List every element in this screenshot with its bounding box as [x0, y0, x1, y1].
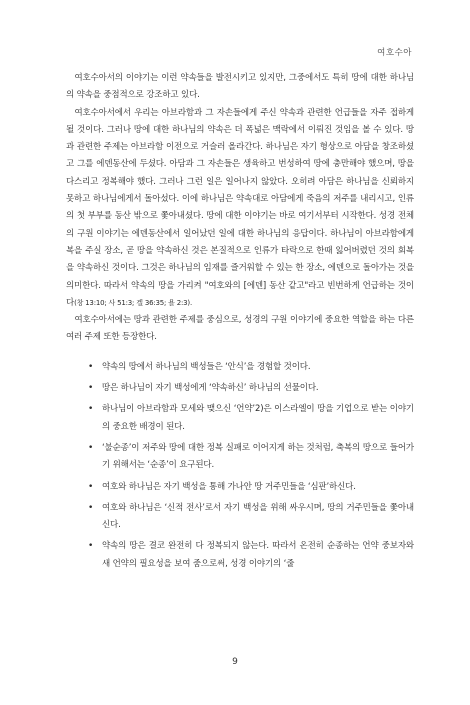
list-item: • 하나님이 아브라함과 모세와 맺으신 ‘언약’2)은 이스라엘이 땅을 기업으로 받는 이야기의 중요한 배경이 된다. — [88, 401, 414, 436]
list-item: • ‘불순종’이 저주와 땅에 대한 정복 실패로 이어지게 하는 것처럼, 축복의 땅으로 들어가기 위해서는 ‘순종’이 요구된다. — [88, 440, 414, 475]
paragraph-1: 여호수아서의 이야기는 이런 약속들을 발전시키고 있지만, 그중에서도 특히 땅에 대한 하나님의 약속을 중점적으로 강조하고 있다. — [66, 73, 414, 101]
paragraph-2 — [66, 105, 414, 313]
list-item: • 땅은 하나님이 자기 백성에게 ‘약속하신’ 하나님의 선물이다. — [88, 380, 414, 397]
scripture-references: (창 13:10; 사 51:3; 겔 36:35; 욜 2:3). — [74, 298, 192, 307]
list-item: • 약속의 땅은 결코 완전히 다 정복되지 않는다. 따라서 온전히 순종하는 언약 중보자와 새 언약의 필요성을 보여 줌으로써, 성경 이야기의 ‘줄 — [88, 538, 414, 573]
page-number: 9 — [232, 657, 238, 667]
paragraph-2-text: 여호수아서에서 우리는 아브라함과 그 자손들에게 주신 약속과 관련한 언급들을 자주 접하게 될 것이다. 그러나 땅에 대한 하나님의 약속은 더 폭넓은 맥락에서 이뤄진 것임을 볼 수 있다. 땅과 관련한 주제는 아브라함 이전으로 거슬러 올라간다. 하나님은 자기 형상으로 아담을 창조하셨고 그를 에덴동산에 두셨다. 아담과 그 자손들은 생육하고 번성하여 땅에 충만해야 했으며, 땅을 다스리고 정복해야 했다. 그러나 그런 일은 일어나지 않았다. 오히려 아담은 하나님을 신뢰하지 못하고 하나님에게서 돌아섰다. 이에 하나님은 약속대로 아담에게 죽음의 저주를 내리시고, 인류의 첫 부부를 동산 밖으로 쫓아내셨다. 땅에 대한 이야기는 바로 여기서부터 시작한다. 성경 전체의 구원 이야기는 에덴동산에서 일어났던 일에 대한 하나님의 응답이다. 하나님이 아브라함에게 복을 주실 장소, 곧 땅을 약속하신 것은 본질적으로 인류가 타락으로 한때 잃어버렸던 것의 회복을 약속하신 것이다. 그것은 하나님의 임재를 즐거워할 수 있는 한 장소, 에덴으로 돌아가는 것을 의미한다. 따라서 약속의 땅을 가리켜 "여호와의 [에덴] 동산 같고"라고 빈번하게 언급하는 것이다 — [66, 107, 414, 308]
list-item: • 여호와 하나님은 자기 백성을 통해 가나안 땅 거주민들을 ‘심판’하신다. — [88, 479, 414, 496]
list-item: • 여호와 하나님은 ‘신적 전사’로서 자기 백성을 위해 싸우시며, 땅의 거주민들을 쫓아내신다. — [88, 500, 414, 535]
page-body — [66, 70, 414, 577]
list-item: • 약속의 땅에서 하나님의 백성들은 ‘안식’을 경험할 것이다. — [88, 359, 414, 376]
theme-bullet-list — [66, 359, 414, 573]
paragraph-3: 여호수아서에는 땅과 관련한 주제를 중심으로, 성경의 구원 이야기에 중요한 역할을 하는 다른 여러 주제 또한 등장한다. — [66, 315, 414, 343]
running-header: 여호수아 — [377, 48, 412, 58]
